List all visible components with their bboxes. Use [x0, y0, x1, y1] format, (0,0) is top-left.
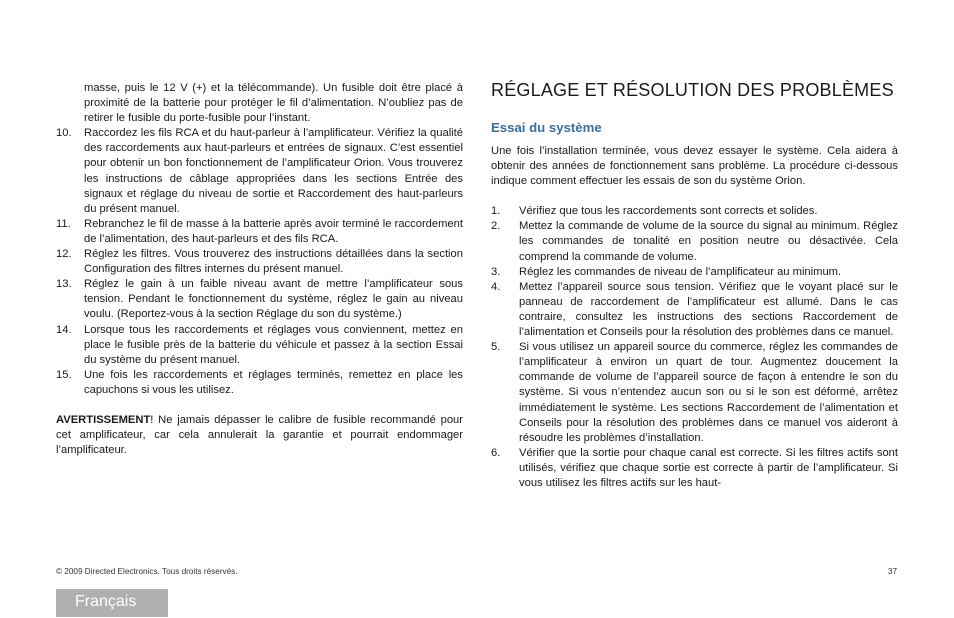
list-item-text: Réglez les filtres. Vous trouverez des instructions détaillées dans la section Configuration des filtres internes du présent manuel.: [84, 248, 463, 276]
list-item-number: 14.: [56, 323, 72, 336]
left-column: [56, 81, 463, 458]
list-item: [491, 219, 898, 264]
list-item-text: Réglez le gain à un faible niveau avant de mettre l’amplificateur sous tension. Pendant le fonctionnement du système, réglez le gain au niveau voulu. (Reportez-vous à la section Réglage du son du système.): [84, 278, 463, 321]
list-item: [491, 340, 898, 446]
list-item-text: Une fois les raccordements et réglages terminés, remettez en place les capuchons si vous les utilisez.: [84, 368, 463, 396]
list-item-number: 12.: [56, 248, 72, 261]
list-item-text: Raccordez les fils RCA et du haut-parleur à l’amplificateur. Vérifiez la qualité des raccordements aux haut-parleurs et entrées de signaux. C’est essentiel pour obtenir un bon fonctionnement de l’amplificateur Orion. Vous trouverez les instructions de câblage appropriées dans les sections Entrée des signaux et réglage du niveau de sortie et Raccordement des haut-parleurs du présent manuel.: [84, 127, 463, 215]
list-item: [56, 368, 463, 398]
list-item-number: 15.: [56, 368, 72, 381]
list-item-number: 4.: [491, 280, 501, 293]
list-item-text: Mettez l’appareil source sous tension. Vérifiez que le voyant placé sur le panneau de raccordement de l’amplificateur est allumé. Dans le cas contraire, consultez les instructions des sections Raccordement de l’alimentation et Conseils pour la résolution des problèmes dans ce manuel.: [519, 280, 898, 339]
warning-paragraph: [56, 413, 463, 458]
warning-label: AVERTISSEMENT: [56, 413, 151, 426]
list-item: [56, 126, 463, 217]
section-title: RÉGLAGE ET RÉSOLUTION DES PROBLÈMES: [491, 80, 894, 100]
list-item-text: Rebranchez le fil de masse à la batterie après avoir terminé le raccordement de l’alimentation, des haut-parleurs et des fils RCA.: [84, 217, 463, 245]
copyright-text: © 2009 Directed Electronics. Tous droits réservés.: [56, 567, 238, 576]
list-item: [56, 323, 463, 368]
warning-text: ! Ne jamais dépasser le calibre de fusible recommandé pour cet amplificateur, car cela annulerait la garantie et pourrait endommager l’amplificateur.: [56, 413, 463, 457]
list-item-text: Réglez les commandes de niveau de l’amplificateur au minimum.: [519, 265, 842, 278]
list-item-text: Lorsque tous les raccordements et réglages vous conviennent, mettez en place le fusible près de la batterie du véhicule et passez à la section Essai du système du présent manuel.: [84, 323, 463, 366]
list-item-number: 11.: [56, 217, 71, 230]
list-item-number: 10.: [56, 127, 72, 140]
list-item: [56, 247, 463, 277]
left-list: [56, 126, 463, 398]
continued-paragraph: masse, puis le 12 V (+) et la télécommande). Un fusible doit être placé à proximité de la batterie pour protéger le fil d’alimentation. N’oubliez pas de retirer le fusible du porte-fusible pour l’instant.: [84, 82, 463, 125]
list-item-number: 1.: [491, 205, 501, 218]
page-number: 37: [887, 567, 897, 576]
right-list: [491, 204, 898, 491]
list-item-number: 2.: [491, 220, 501, 233]
list-item: [491, 204, 898, 219]
list-item-text: Mettez la commande de volume de la source du signal au minimum. Réglez les commandes de tonalité en position neutre ou désactivée. Cela comprend la commande de volume.: [519, 220, 898, 263]
list-item-number: 6.: [491, 446, 501, 459]
list-item: [491, 265, 898, 280]
list-item-number: 13.: [56, 278, 72, 291]
right-column: [491, 78, 898, 491]
list-item-number: 3.: [491, 265, 501, 278]
list-item-number: 5.: [491, 341, 501, 354]
section-subtitle: Essai du système: [491, 120, 602, 135]
list-item-text: Si vous utilisez un appareil source du commerce, réglez les commandes de l’amplificateur à environ un quart de tour. Augmentez doucement la commande de volume de l’appareil source de façon à entendre le son du système. Si vous n’entendez aucun son ou si le son est déformé, arrêtez immédiatement le système. Les sections Raccordement de l’alimentation et Conseils pour la résolution des problèmes dans ce manuel vos aideront à résoudre les problèmes d’installation.: [519, 341, 898, 444]
list-item: [491, 446, 898, 491]
intro-paragraph: Une fois l’installation terminée, vous devez essayer le système. Cela aidera à obtenir des années de fonctionnement sans problème. La procédure ci-dessous indique comment effectuer les essais de son du système Orion.: [491, 145, 898, 188]
list-item: [56, 277, 463, 322]
list-item-text: Vérifier que la sortie pour chaque canal est correcte. Si les filtres actifs sont utilisés, vérifiez que chaque sortie est correcte à partir de l’amplificateur. Si vous utilisez les filtres actifs sur les haut-: [519, 446, 898, 489]
list-item: [56, 217, 463, 247]
list-item: [491, 280, 898, 340]
list-item-text: Vérifiez que tous les raccordements sont corrects et solides.: [519, 205, 818, 218]
language-tab: Français: [56, 589, 168, 617]
